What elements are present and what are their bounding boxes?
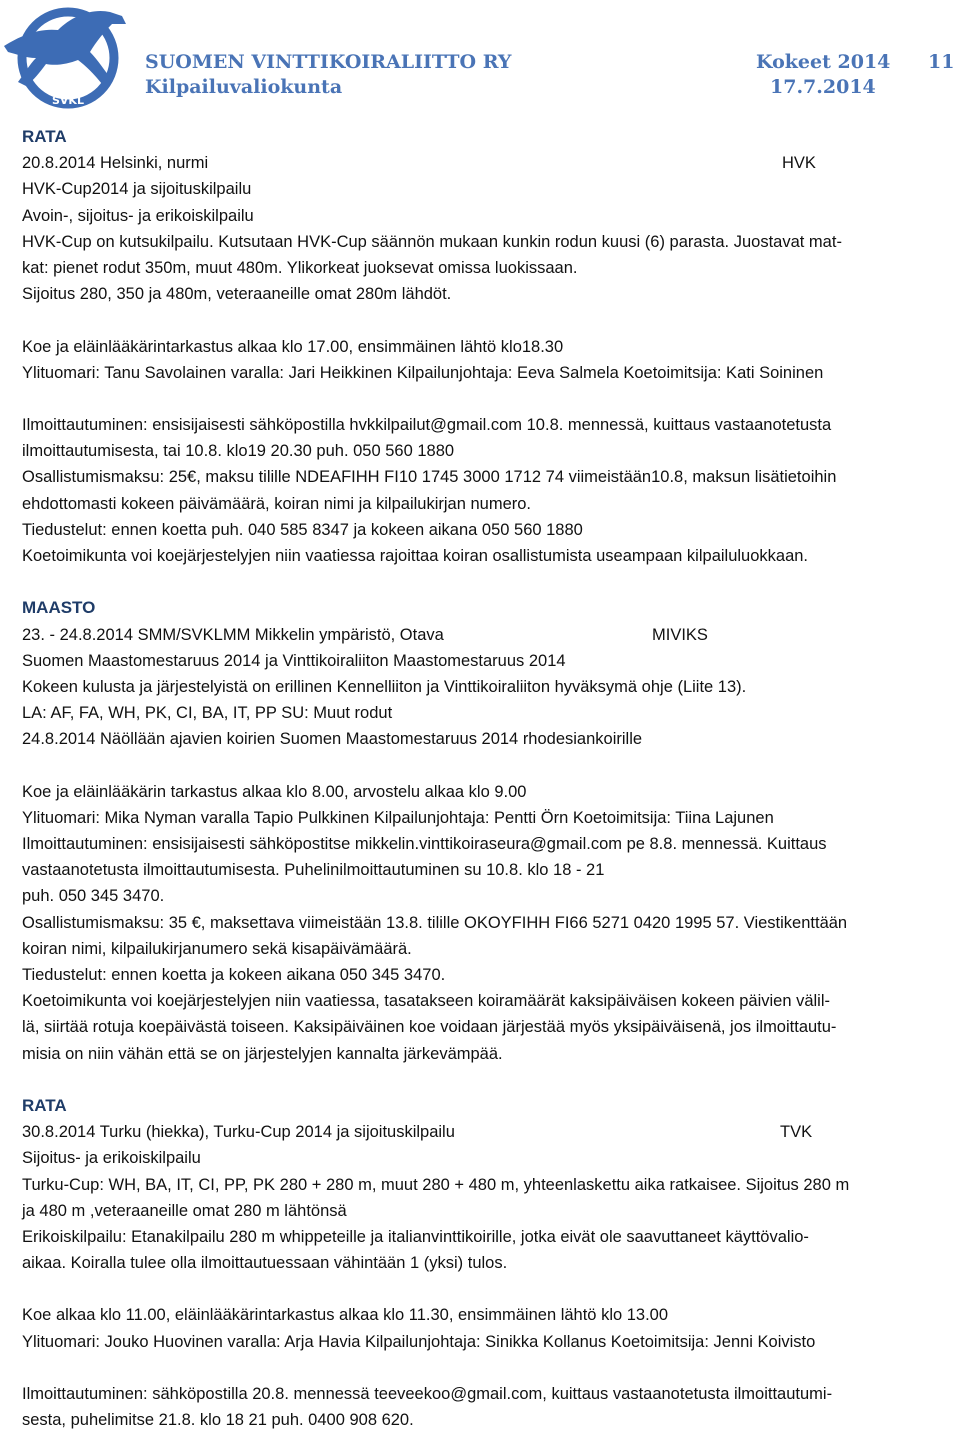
org-name: SUOMEN VINTTIKOIRALIITTO RY <box>145 51 512 73</box>
svg-text:SVKL: SVKL <box>52 94 84 107</box>
text-line: Ilmoittautuminen: ensisijaisesti sähköpostilla hvkkilpailut@gmail.com 10.8. mennessä, kuittaus vastaanotetusta <box>22 416 832 435</box>
text-line: ilmoittautumisesta, tai 10.8. klo19 20.30 puh. 050 560 1880 <box>22 442 455 461</box>
text-line: lä, siirtää rotuja koepäivästä toiseen. Kaksipäiväinen koe voidaan järjestää myös yksipäiväisenä, jos ilmoittautu- <box>22 1018 837 1037</box>
doc-title: Kokeet 2014 <box>756 51 891 73</box>
text-line: puh. 050 345 3470. <box>22 887 165 906</box>
text-line: ja 480 m ,veteraaneille omat 280 m lähtönsä <box>22 1201 347 1220</box>
text-line: kat: pienet rodut 350m, muut 480m. Ylikorkeat juoksevat omissa luokissaan. <box>22 258 578 277</box>
section-heading: RATA <box>22 1095 67 1115</box>
section-heading: MAASTO <box>22 598 96 618</box>
text-line: Koe ja eläinlääkärin tarkastus alkaa klo 8.00, arvostelu alkaa klo 9.00 <box>22 782 527 801</box>
text-line: Suomen Maastomestaruus 2014 ja Vinttikoiraliiton Maastomestaruus 2014 <box>22 651 566 670</box>
text-line: Koe alkaa klo 11.00, eläinlääkärintarkastus alkaa klo 11.30, ensimmäinen lähtö klo 13.00 <box>22 1306 669 1325</box>
text-line: koiran nimi, kilpailukirjanumero sekä kisapäivämäärä. <box>22 939 412 958</box>
text-line: Avoin-, sijoitus- ja erikoiskilpailu <box>22 206 254 225</box>
text-line: Koetoimikunta voi koejärjestelyjen niin vaatiessa, tasatakseen koiramäärät kaksipäiväisen kokeen päivien välil- <box>22 992 831 1011</box>
text-line: Osallistumismaksu: 25€, maksu tilille NDEAFIHH FI10 1745 3000 1712 74 viimeistään10.8, maksun lisätietoihin <box>22 468 837 487</box>
text-line: misia on niin vähän että se on järjestelyjen kannalta järkevämpää. <box>22 1044 503 1063</box>
text-line: Tiedustelut: ennen koetta puh. 040 585 8347 ja kokeen aikana 050 560 1880 <box>22 520 583 539</box>
svkl-logo <box>0 2 135 110</box>
text-line: 24.8.2014 Näöllään ajavien koirien Suomen Maastomestaruus 2014 rhodesiankoirille <box>22 730 643 749</box>
text-line: Ilmoittautuminen: ensisijaisesti sähköpostitse mikkelin.vinttikoiraseura@gmail.com pe 8.8. mennessä. Kuittaus <box>22 835 827 854</box>
event-line <box>22 1119 952 1145</box>
text-line: Koetoimikunta voi koejärjestelyjen niin vaatiessa rajoittaa koiran osallistumista useampaan kilpailuluokkaan. <box>22 547 809 565</box>
event-title: 23. - 24.8.2014 SMM/SVKLMM Mikkelin ympäristö, Otava <box>22 625 444 644</box>
event-organizer: MIVIKS <box>652 625 708 644</box>
text-line: Erikoiskilpailu: Etanakilpailu 280 m whippeteille ja italianvinttikoirille, jotka eivät ole saavuttaneet käyttövalio- <box>22 1227 809 1246</box>
text-line: Tiedustelut: ennen koetta ja kokeen aikana 050 345 3470. <box>22 966 446 984</box>
text-line: Ilmoittautuminen: sähköpostilla 20.8. mennessä teeveekoo@gmail.com, kuittaus vastaanotetusta ilmoittautumi- <box>22 1385 833 1403</box>
event-title: 20.8.2014 Helsinki, nurmi <box>22 154 209 173</box>
event-organizer: TVK <box>780 1123 813 1142</box>
text-line: HVK-Cup2014 ja sijoituskilpailu <box>22 180 252 199</box>
event-organizer: HVK <box>782 154 816 173</box>
text-line: vastaanotetusta ilmoittautumisesta. Puhelinilmoittautuminen su 10.8. klo 18 - 21 <box>22 861 605 880</box>
text-line: HVK-Cup on kutsukilpailu. Kutsutaan HVK-Cup säännön mukaan kunkin rodun kuusi (6) parasta. Juostavat mat- <box>22 232 842 251</box>
event-line <box>22 150 952 176</box>
page-number: 11 <box>928 51 955 73</box>
text-line: Koe ja eläinlääkärintarkastus alkaa klo 17.00, ensimmäinen lähtö klo18.30 <box>22 337 564 356</box>
text-line: Sijoitus 280, 350 ja 480m, veteraaneille omat 280m lähdöt. <box>22 285 452 304</box>
text-line: sesta, puhelimitse 21.8. klo 18 21 puh. 0400 908 620. <box>22 1411 414 1430</box>
text-line: Turku-Cup: WH, BA, IT, CI, PP, PK 280 + 280 m, muut 280 + 480 m, yhteenlaskettu aika ratkaisee. Sijoitus 280 m <box>22 1175 850 1194</box>
document-body <box>22 124 952 1433</box>
event-line <box>22 622 952 648</box>
text-line: Kokeen kulusta ja järjestelyistä on erillinen Kennelliiton ja Vinttikoiraliiton hyväksymä ohje (Liite 13). <box>22 677 747 696</box>
committee-name: Kilpailuvaliokunta <box>145 76 343 98</box>
text-line: Ylituomari: Mika Nyman varalla Tapio Pulkkinen Kilpailunjohtaja: Pentti Örn Koetoimitsija: Tiina Lajunen <box>22 808 774 827</box>
text-line: ehdottomasti kokeen päivämäärä, koiran nimi ja kilpailukirjan numero. <box>22 494 532 513</box>
section-heading: RATA <box>22 127 67 146</box>
text-line: Ylituomari: Tanu Savolainen varalla: Jari Heikkinen Kilpailunjohtaja: Eeva Salmela Koetoimitsija: Kati Soininen <box>22 363 824 382</box>
event-title: 30.8.2014 Turku (hiekka), Turku-Cup 2014 ja sijoituskilpailu <box>22 1123 455 1142</box>
text-line: Ylituomari: Jouko Huovinen varalla: Arja Havia Kilpailunjohtaja: Sinikka Kollanus Koetoimitsija: Jenni Koivisto <box>22 1332 816 1351</box>
text-line: Osallistumismaksu: 35 €, maksettava viimeistään 13.8. tilille OKOYFIHH FI66 5271 0420 1995 57. Viestikenttään <box>22 913 848 932</box>
text-line: LA: AF, FA, WH, PK, CI, BA, IT, PP SU: Muut rodut <box>22 704 393 723</box>
doc-date: 17.7.2014 <box>770 76 876 98</box>
text-line: aikaa. Koiralla tulee olla ilmoittautuessaan vähintään 1 (yksi) tulos. <box>22 1254 508 1273</box>
text-line: Sijoitus- ja erikoiskilpailu <box>22 1149 201 1168</box>
